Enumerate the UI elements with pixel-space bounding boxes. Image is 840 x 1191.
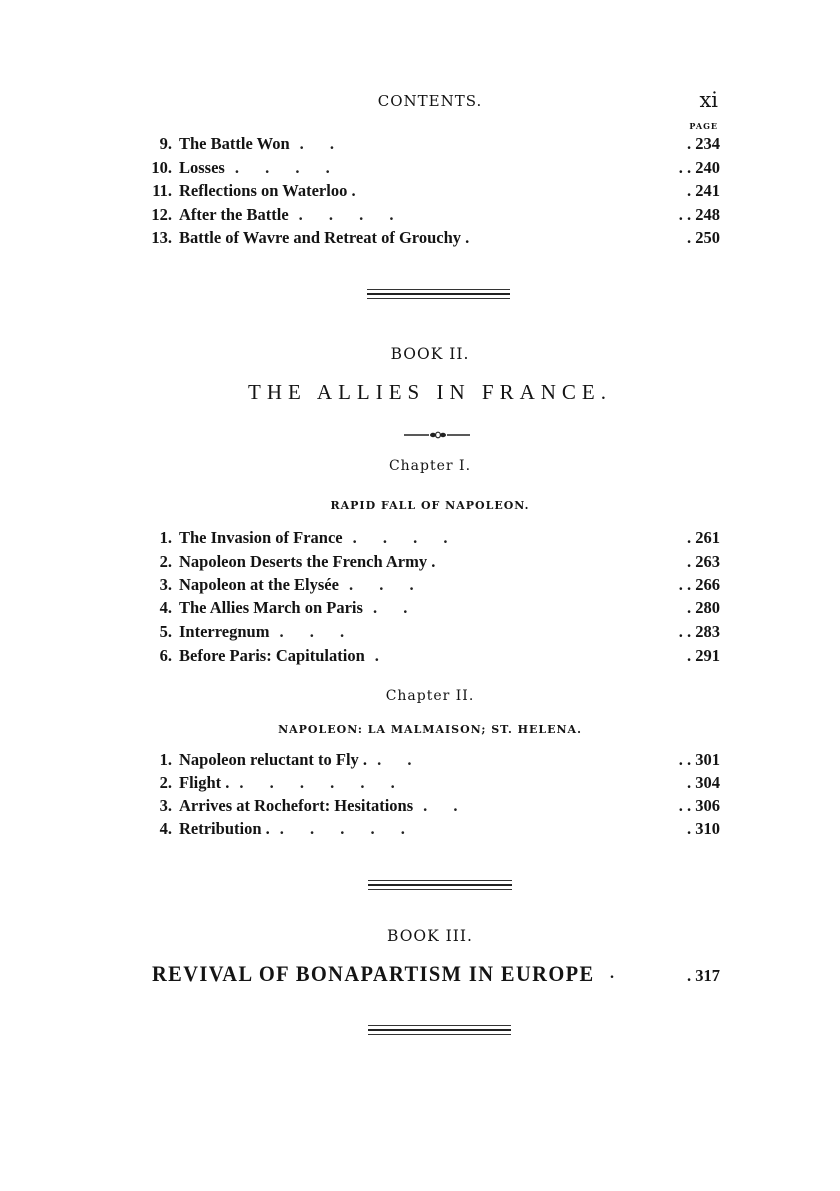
entry-page: . 291 (687, 646, 720, 665)
entry-title: The Allies March on Paris (179, 598, 363, 617)
section-divider-rule (368, 880, 512, 890)
leader-dots: . . . . . . (239, 773, 406, 792)
leader-dots: . . (372, 598, 419, 617)
entry-number: 5. (159, 622, 172, 641)
entry-number: 10. (151, 158, 172, 177)
entry-title: After the Battle (179, 205, 289, 224)
leader-dots: . . . (348, 575, 425, 594)
book-title: THE ALLIES IN FRANCE. (248, 380, 612, 404)
entry-number: 13. (151, 228, 172, 247)
entry-number: 3. (159, 796, 172, 815)
toc-entry (140, 750, 720, 774)
entry-title: Napoleon Deserts the French Army . (179, 552, 436, 571)
toc-entry (140, 796, 720, 820)
entry-number: 11. (152, 181, 172, 200)
entry-page: . 317 (687, 966, 720, 985)
entry-title: Before Paris: Capitulation (179, 646, 365, 665)
book-title: REVIVAL OF BONAPARTISM IN EUROPE (152, 961, 595, 986)
entry-title: Battle of Wavre and Retreat of Grouchy . (179, 228, 470, 247)
entry-title: The Battle Won (179, 134, 290, 153)
running-head (140, 88, 720, 118)
toc-entry (140, 205, 720, 229)
entry-title: Losses (179, 158, 225, 177)
toc-entry (140, 528, 720, 552)
entry-number: 6. (159, 646, 172, 665)
entry-page: . 234 (687, 134, 720, 153)
entry-title: The Invasion of France (179, 528, 343, 547)
toc-entry (140, 575, 720, 599)
toc-entry (140, 552, 720, 576)
book-label: BOOK III. (387, 927, 473, 945)
toc-entry (140, 773, 720, 797)
entry-page: . . 266 (678, 575, 720, 594)
leader-dots: . . . . (234, 158, 341, 177)
leader-dots: . . . . (298, 205, 405, 224)
toc-entry (140, 819, 720, 843)
entry-page: . . 248 (678, 205, 720, 224)
entry-title: Reflections on Waterloo . (179, 181, 356, 200)
entry-page: . . 306 (678, 796, 720, 815)
entry-page: . . 240 (678, 158, 720, 177)
chapter-heading: Chapter I. (388, 458, 472, 474)
entry-page: . 280 (687, 598, 720, 617)
book-entry-row (152, 961, 720, 991)
book-label: BOOK II. (390, 345, 470, 363)
page-folio: xi (699, 88, 718, 112)
section-divider-rule (368, 1025, 511, 1035)
entry-number: 1. (159, 528, 172, 547)
entry-page: . . 283 (678, 622, 720, 641)
section-divider-rule (367, 289, 510, 299)
entry-number: 12. (151, 205, 172, 224)
entry-page: . 310 (687, 819, 720, 838)
entry-number: 3. (159, 575, 172, 594)
toc-entry (140, 622, 720, 646)
entry-number: 4. (159, 819, 172, 838)
entry-title: Arrives at Rochefort: Hesitations (179, 796, 414, 815)
chapter-subtitle: NAPOLEON: LA MALMAISON; ST. HELENA. (278, 723, 582, 736)
leader-dots: . (374, 646, 390, 665)
toc-entry (140, 181, 720, 205)
entry-page: . . 301 (678, 750, 720, 769)
entry-page: . 250 (687, 228, 720, 247)
entry-number: 4. (159, 598, 172, 617)
entry-page: . 263 (687, 552, 720, 571)
leader-dots: . (610, 965, 614, 982)
entry-number: 1. (159, 750, 172, 769)
leader-dots: . . (423, 796, 469, 815)
ornament-flourish (404, 431, 470, 439)
toc-entry (140, 646, 720, 670)
entry-number: 2. (159, 552, 172, 571)
chapter-subtitle: RAPID FALL OF NAPOLEON. (330, 499, 530, 512)
entry-title: Interregnum (179, 622, 270, 641)
leader-dots: . . (377, 750, 423, 769)
entry-title: Retribution . (179, 819, 270, 838)
toc-entry (140, 134, 720, 158)
toc-entry (140, 228, 720, 252)
running-head-title: CONTENTS. (377, 92, 483, 110)
entry-number: 9. (159, 134, 172, 153)
page-column-label: PAGE (689, 121, 718, 131)
entry-number: 2. (159, 773, 172, 792)
chapter-heading: Chapter II. (385, 688, 475, 704)
entry-title: Napoleon at the Elysée (179, 575, 339, 594)
entry-page: . 304 (687, 773, 720, 792)
leader-dots: . . . . (352, 528, 459, 547)
toc-entry (140, 598, 720, 622)
entry-page: . 241 (687, 181, 720, 200)
toc-entry (140, 158, 720, 182)
entry-title: Napoleon reluctant to Fly . (179, 750, 368, 769)
entry-page: . 261 (687, 528, 720, 547)
entry-title: Flight . (179, 773, 230, 792)
leader-dots: . . . (279, 622, 356, 641)
leader-dots: . . . . . (279, 819, 416, 838)
leader-dots: . . (299, 134, 346, 153)
